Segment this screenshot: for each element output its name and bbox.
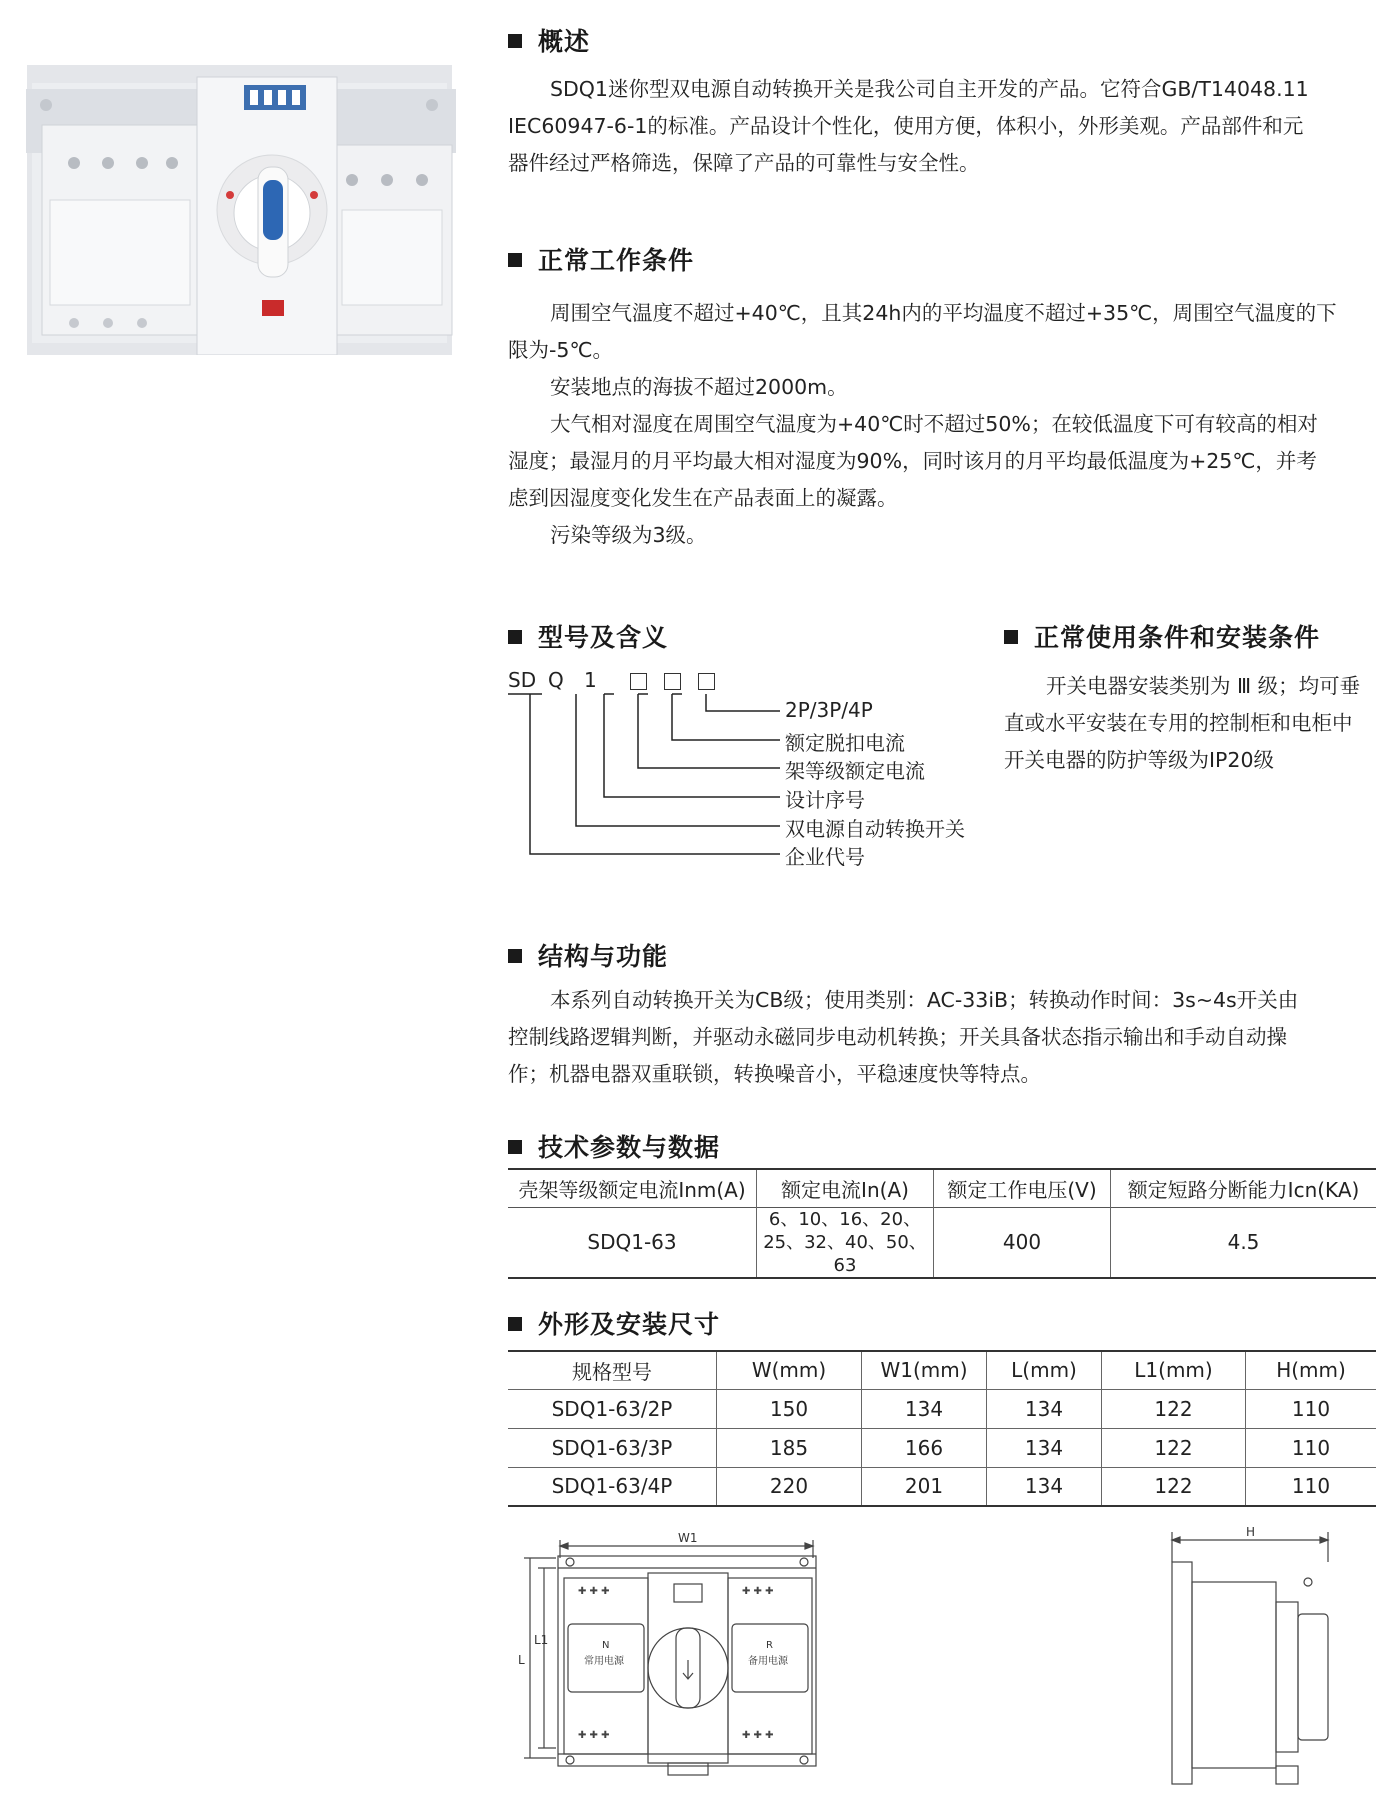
table-row	[508, 1467, 1376, 1506]
overview-text: SDQ1迷你型双电源自动转换开关是我公司自主开发的产品。它符合GB/T14048.11 IEC60947-6-1的标准。产品设计个性化，使用方便，体积小，外形美观。产品部件和元 器件经过严格筛选，保障了产品的可靠性与安全性。	[508, 77, 1309, 175]
model-label-design-no: 设计序号	[785, 788, 865, 812]
table-cell: 150	[717, 1389, 862, 1428]
model-label-ats: 双电源自动转换开关	[785, 817, 965, 841]
model-label-trip-current: 额定脱扣电流	[785, 731, 905, 755]
table-cell: 4.5	[1111, 1207, 1377, 1278]
front-view-drawing	[508, 1528, 838, 1790]
table-cell: 220	[717, 1467, 862, 1506]
model-title: 型号及含义	[508, 618, 668, 654]
tech-header: 额定电流In(A)	[757, 1169, 934, 1207]
table-cell: SDQ1-63/3P	[508, 1428, 717, 1467]
svg-text:✚ ✚ ✚: ✚ ✚ ✚	[578, 1586, 610, 1597]
r-letter: R	[766, 1640, 773, 1651]
table-cell: 400	[934, 1207, 1111, 1278]
tech-header: 壳架等级额定电流Inm(A)	[518, 1177, 746, 1202]
overview-title: 概述	[508, 22, 590, 58]
dim-l-label: L	[518, 1653, 525, 1667]
dims-header: L1(mm)	[1102, 1351, 1246, 1389]
dim-h-label: H	[1246, 1525, 1256, 1539]
table-cell: 110	[1246, 1389, 1377, 1428]
model-label-poles: 2P/3P/4P	[785, 698, 873, 722]
dim-l1-label: L1	[534, 1633, 549, 1647]
table-cell: 201	[862, 1467, 987, 1506]
table-cell: 166	[862, 1428, 987, 1467]
table-cell: 110	[1246, 1428, 1377, 1467]
dims-header: L(mm)	[987, 1351, 1102, 1389]
side-view-drawing	[1160, 1522, 1360, 1790]
table-cell: 6、10、16、20、 25、32、40、50、63	[757, 1207, 934, 1278]
tech-table	[508, 1168, 1376, 1279]
dims-title: 外形及安装尺寸	[508, 1305, 720, 1341]
svg-text:✚ ✚ ✚: ✚ ✚ ✚	[742, 1730, 774, 1741]
dims-header: W1(mm)	[862, 1351, 987, 1389]
dims-header: 规格型号	[572, 1359, 652, 1384]
dims-header: H(mm)	[1246, 1351, 1377, 1389]
table-cell: 185	[717, 1428, 862, 1467]
n-letter: N	[602, 1640, 610, 1651]
svg-text:✚ ✚ ✚: ✚ ✚ ✚	[742, 1586, 774, 1597]
table-row	[508, 1428, 1376, 1467]
model-label-company: 企业代号	[785, 845, 865, 869]
table-cell: 134	[862, 1389, 987, 1428]
normal-conditions-title: 正常工作条件	[508, 241, 694, 277]
install-title: 正常使用条件和安装条件	[1004, 618, 1320, 654]
table-cell: SDQ1-63/2P	[508, 1389, 717, 1428]
tech-header: 额定工作电压(V)	[934, 1169, 1111, 1207]
model-label-frame-current: 架等级额定电流	[785, 759, 925, 783]
model-code: SD	[508, 668, 537, 692]
product-photo	[22, 55, 462, 355]
table-cell: 122	[1102, 1428, 1246, 1467]
structure-text: 本系列自动转换开关为CB级；使用类别：AC-33iB；转换动作时间：3s~4s开关由 控制线路逻辑判断，并驱动永磁同步电动机转换；开关具备状态指示输出和手动自动操 作；机器电器双重联锁，转换噪音小，平稳速度快等特点。	[508, 988, 1299, 1086]
table-cell: 134	[987, 1428, 1102, 1467]
dims-header: W(mm)	[717, 1351, 862, 1389]
model-tree-lines	[500, 680, 800, 880]
table-cell: 134	[987, 1467, 1102, 1506]
table-cell: 110	[1246, 1467, 1377, 1506]
table-cell: 122	[1102, 1467, 1246, 1506]
dim-w1-label: W1	[678, 1531, 698, 1545]
dims-table	[508, 1350, 1376, 1507]
n-label: 常用电源	[584, 1656, 624, 1667]
table-cell: 122	[1102, 1389, 1246, 1428]
install-text: 开关电器安装类别为 Ⅲ 级；均可垂 直或水平安装在专用的控制柜和电柜中 开关电器的防护等级为IP20级	[1004, 674, 1361, 772]
table-cell: 134	[987, 1389, 1102, 1428]
tech-header: 额定短路分断能力Icn(KA)	[1111, 1169, 1377, 1207]
table-row	[508, 1389, 1376, 1428]
tech-title: 技术参数与数据	[508, 1128, 720, 1164]
structure-title: 结构与功能	[508, 937, 668, 973]
r-label: 备用电源	[748, 1656, 788, 1667]
table-cell: SDQ1-63/4P	[508, 1467, 717, 1506]
normal-conditions-text: 周围空气温度不超过+40℃，且其24h内的平均温度不超过+35℃，周围空气温度的下 限为-5℃。 安装地点的海拔不超过2000m。 大气相对湿度在周围空气温度为+40℃时不超过50%；在较低温度下可有较高的相对 湿度；最湿月的月平均最大相对湿度为90%，同时该月的月平均最低温度为+25℃，并考 虑到因湿度变化发生在产品表面上的凝露。 污染等级为3级。	[508, 301, 1337, 547]
table-cell: SDQ1-63	[587, 1230, 677, 1254]
svg-text:✚ ✚ ✚: ✚ ✚ ✚	[578, 1730, 610, 1741]
